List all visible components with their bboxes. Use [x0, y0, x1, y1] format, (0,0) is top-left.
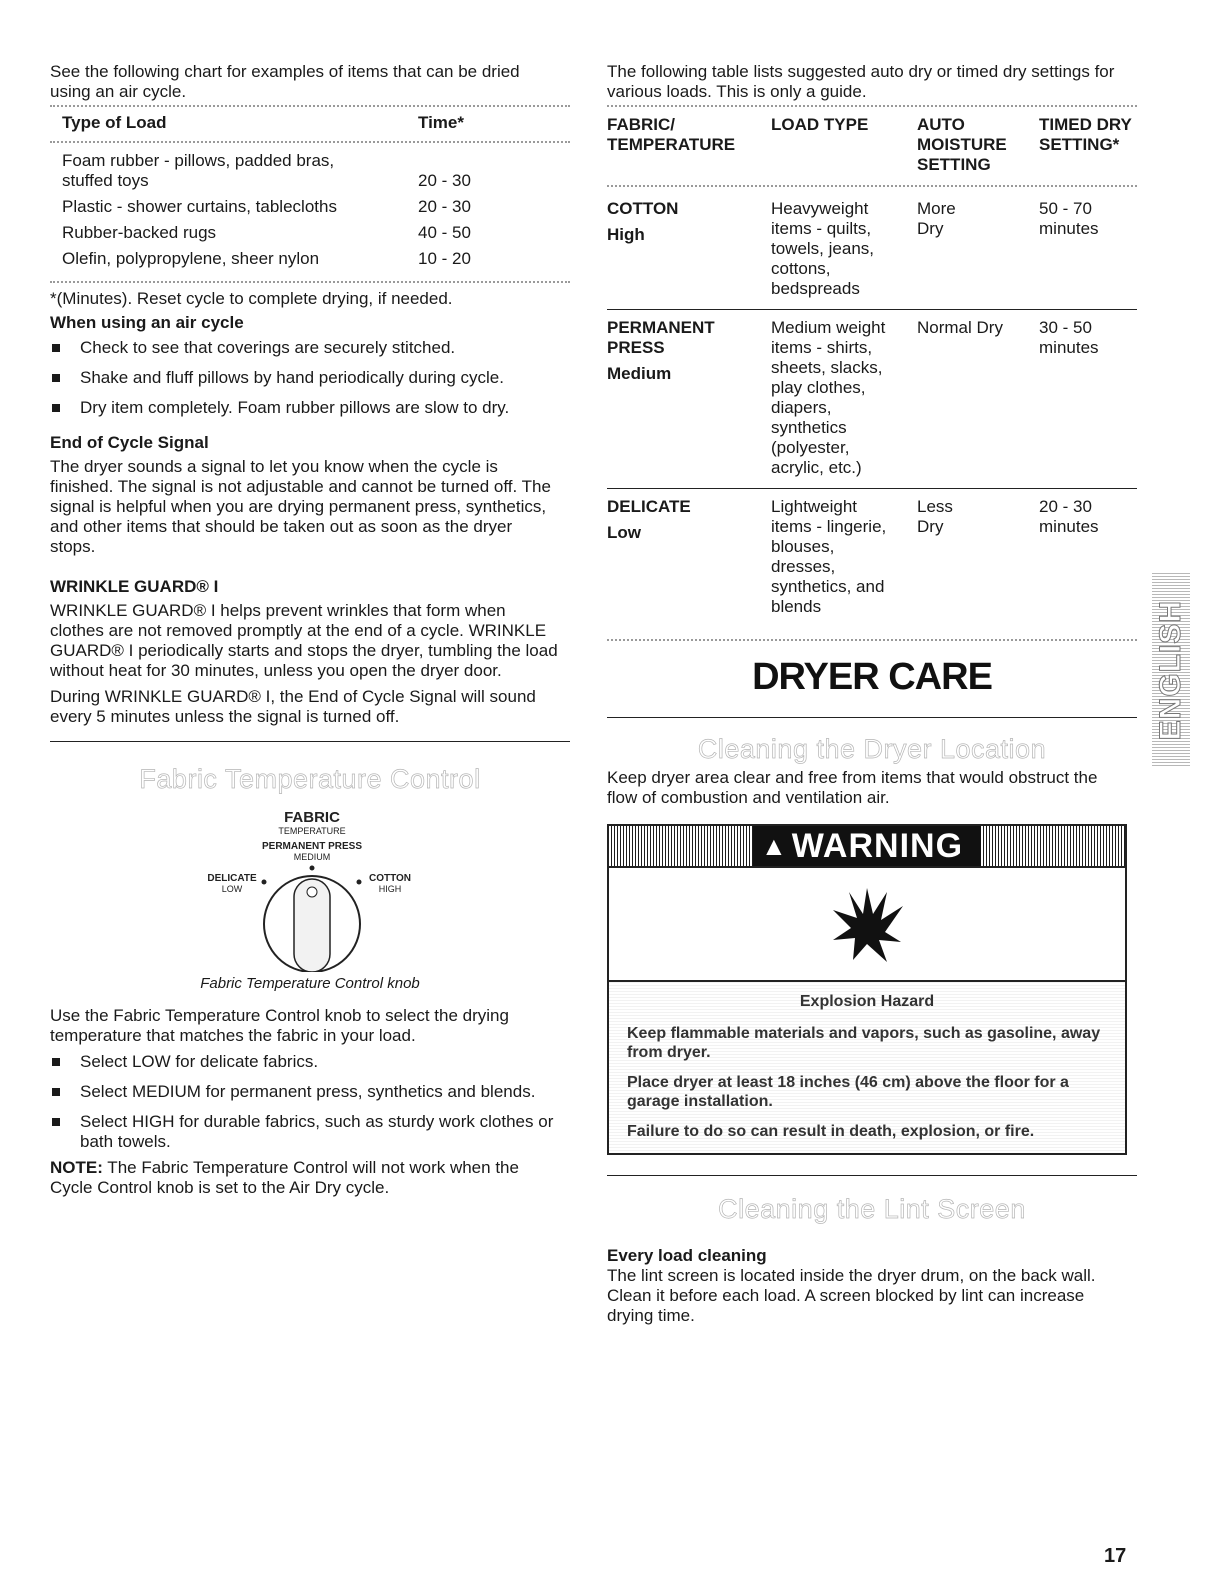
table-row: PERMANENT PRESS Medium Medium weight items - shirts, sheets, slacks, play clothes, diapers, synthetics (polyester, acrylic, etc.) Normal Dry 30 - 50 minutes [607, 318, 1099, 477]
knob-high-label: COTTON [368, 873, 412, 884]
table-row: Olefin, polypropylene, sheer nylon 10 - 20 [62, 249, 471, 268]
minutes-footnote: *(Minutes). Reset cycle to complete drying, if needed. [50, 289, 453, 308]
language-side-tab: ENGLISH [1152, 572, 1190, 768]
knob-medium-label: PERMANENT PRESS [261, 841, 363, 852]
col-header-auto: AUTO MOISTURE SETTING [917, 115, 1007, 174]
air-chart-intro: See the following chart for examples of items that can be dried using an air cycle. [50, 62, 520, 101]
table-row: Plastic - shower curtains, tablecloths 20 - 30 [62, 197, 471, 216]
knob-low-label: DELICATE [207, 873, 257, 884]
ftc-list [50, 1052, 570, 1152]
air-cycle-list [50, 338, 570, 418]
list-item: Check to see that coverings are securely stitched. [50, 338, 570, 358]
air-cycle-table [50, 107, 570, 283]
settings-intro: The following table lists suggested auto dry or timed dry settings for various loads. This is only a guide. [607, 62, 1115, 101]
right-column [607, 62, 1137, 1326]
table-row: Foam rubber - pillows, padded bras, stuffed toys 20 - 30 [62, 151, 471, 190]
list-item: Select MEDIUM for permanent press, synthetics and blends. [50, 1082, 570, 1102]
wrinkle-guard-signal-text: During WRINKLE GUARD® I, the End of Cycle Signal will sound every 5 minutes unless the signal is turned off. [50, 687, 536, 726]
fabric-temperature-control-heading: Fabric Temperature Control [139, 764, 481, 794]
explosion-icon [609, 868, 1125, 982]
col-header-timed: TIMED DRY SETTING* [1039, 115, 1132, 154]
signal-text: The dryer sounds a signal to let you know when the cycle is finished. The signal is not adjustable and cannot be turned off. The signal is helpful when you are drying permanent press, synthetics, and other items that should be taken out as soon as the dryer stops. [50, 457, 551, 556]
warning-banner [609, 826, 1125, 868]
knob-caption: Fabric Temperature Control knob [200, 975, 420, 992]
col-header-load-type: LOAD TYPE [771, 115, 869, 134]
dryer-care-title: DRYER CARE [752, 656, 992, 698]
table-row: COTTON High Heavyweight items - quilts, towels, jeans, cottons, bedspreads More Dry 50 - 70 minutes [607, 199, 1099, 298]
note: NOTE: The Fabric Temperature Control will not work when the Cycle Control knob is set to the Air Dry cycle. [50, 1158, 519, 1197]
warning-triangle-icon: ▲ [760, 831, 788, 861]
wrinkle-guard-text: WRINKLE GUARD® I helps prevent wrinkles that form when clothes are not removed promptly at the end of a cycle. WRINKLE GUARD® I periodically starts and stops the dryer, tumbling the load without heat for 30 minutes, unless you open the dryer door. [50, 601, 558, 680]
knob-high-sub: HIGH [378, 884, 402, 894]
location-text: Keep dryer area clear and free from items that would obstruct the flow of combustion and ventilation air. [607, 768, 1098, 807]
col-header-time: Time* [418, 113, 464, 132]
warning-box [607, 824, 1127, 1155]
list-item: Shake and fluff pillows by hand periodically during cycle. [50, 368, 570, 388]
wrinkle-guard-heading: WRINKLE GUARD® I [50, 577, 219, 596]
settings-table [607, 107, 1137, 641]
knob-subtitle: TEMPERATURE [278, 826, 346, 836]
knob-low-sub: LOW [221, 884, 243, 894]
fabric-temperature-knob-diagram [50, 804, 570, 972]
warning-text: Explosion Hazard Keep flammable materials and vapors, such as gasoline, away from dryer. Place dryer at least 18 inches (46 cm) above the floor for a garage installation. Failure to do so can result in death, explosion, or fire. [609, 982, 1125, 1153]
knob-title: FABRIC [284, 809, 340, 826]
every-load-text: The lint screen is located inside the dryer drum, on the back wall. Clean it before each load. A screen blocked by lint can increase drying time. [607, 1266, 1096, 1325]
every-load-heading: Every load cleaning [607, 1246, 767, 1265]
table-row: Rubber-backed rugs 40 - 50 [62, 223, 471, 242]
col-header-type-of-load: Type of Load [62, 113, 167, 132]
list-item: Dry item completely. Foam rubber pillows are slow to dry. [50, 398, 570, 418]
warning-label: WARNING [791, 827, 964, 865]
knob-icon [50, 804, 570, 972]
list-item: Select HIGH for durable fabrics, such as sturdy work clothes or bath towels. [50, 1112, 570, 1152]
col-header-fabric: FABRIC/ TEMPERATURE [607, 115, 736, 154]
location-heading: Cleaning the Dryer Location [697, 734, 1047, 764]
hazard-title: Explosion Hazard [799, 993, 935, 1010]
table-row: DELICATE Low Lightweight items - lingerie, blouses, dresses, synthetics, and blends Less Dry 20 - 30 minutes [607, 497, 1099, 616]
air-cycle-heading: When using an air cycle [50, 313, 244, 332]
page-number: 17 [1104, 1545, 1127, 1567]
signal-heading: End of Cycle Signal [50, 433, 209, 452]
ftc-intro: Use the Fabric Temperature Control knob to select the drying temperature that matches the fabric in your load. [50, 1006, 509, 1045]
list-item: Select LOW for delicate fabrics. [50, 1052, 570, 1072]
left-column [50, 62, 570, 1198]
lint-screen-heading: Cleaning the Lint Screen [718, 1194, 1026, 1224]
knob-medium-sub: MEDIUM [293, 852, 331, 862]
